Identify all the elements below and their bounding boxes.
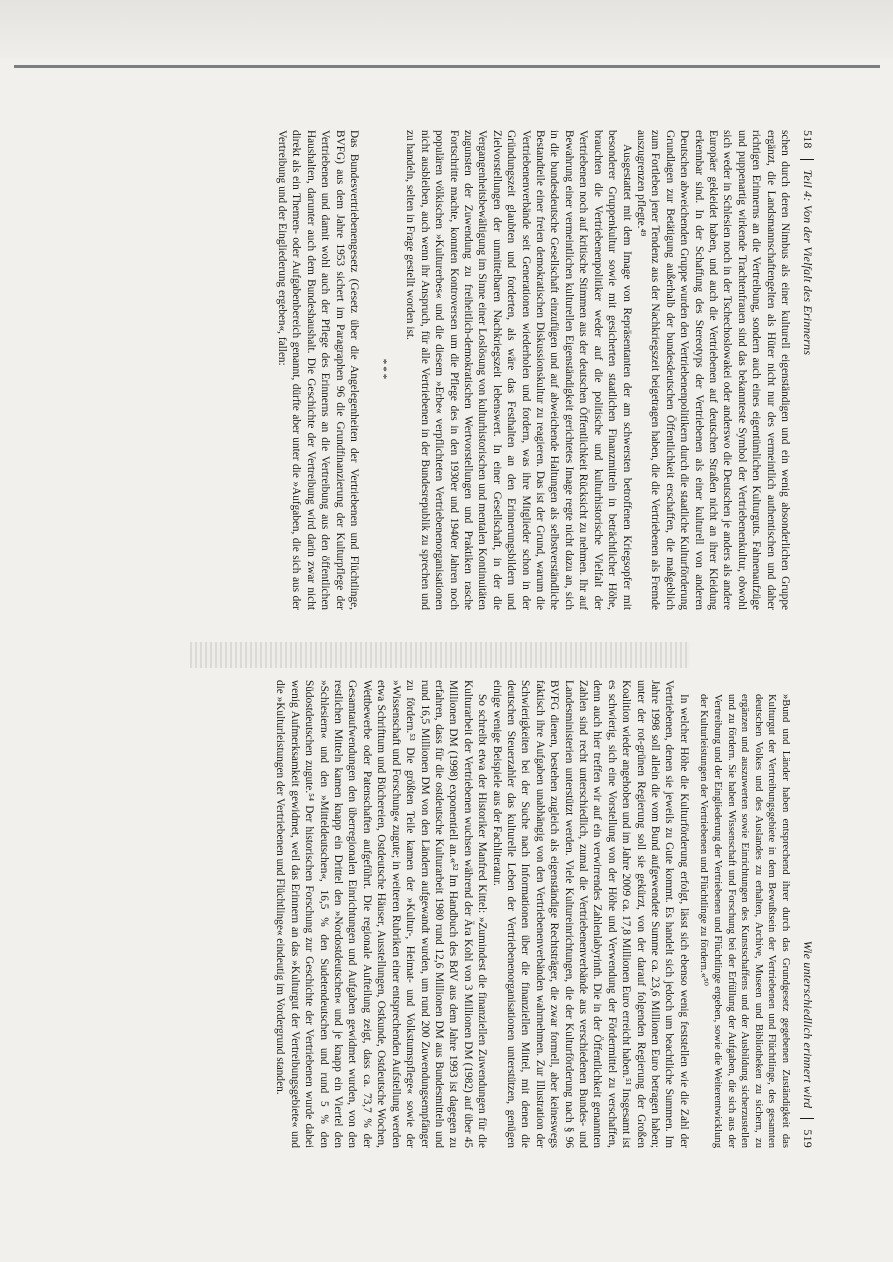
section-ornament: *** [377, 358, 390, 382]
left-running-head [800, 130, 815, 610]
left-page [155, 130, 815, 610]
paragraph: Ausgestattet mit dem Image von Repräsentanten der am schwersten betroffenen Kriegsopfer mit besonderer Gruppenkultur sowie mit gesicherten staatlichen Finanzmitteln in beträchtlicher Höhe, brauchten die Vertriebenenpolitiker weder auf die politische und kulturhistorische Vielfalt der Vertriebenen noch auf kritische Stimmen aus der deutschen Öffentlichkeit Rücksicht zu nehmen. Ihr auf Bewahrung einer vermeintlichen kulturellen Eigenständigkeit gerichtetes Image regte nicht dazu an, sich in die bundesdeutsche Gesellschaft einzufügen und auf abweichende Haltungen als selbstverständliche Bestandteile einer freien demokratischen Diskussionskultur zu reagieren. Das ist der Grund, warum die Vertriebenenverbände seit Generationen wiederholen und fordern, was ihre Mitglieder schon in der Gründungszeit glaubten und forderten, als wäre das Festhalten an den Erinnerungsbildern und Zielvorstellungen der unmittelbaren Nachkriegszeit lebenswert. In einer Gesellschaft, in der die Vergangenheitsbewältigung im Sinne einer Loslösung von kulturhistorischen und mentalen Kontinuitäten zugunsten der Zuwendung zu freiheitlich-demokratischen Wertvorstellungen und Praktiken rasche Fortschritte machte, konnten Kontroversen um die Pflege des in den 1930er und 1940er Jahren noch populären völkischen »Kulturerbes« und die diesem »Erbe« verpflichteten Vertriebenenorganisationen nicht ausbleiben, auch wenn ihr Anspruch, für alle Vertriebenen in der Bundesrepublik zu sprechen und zu handeln, selten in Frage gestellt worden ist. [404, 130, 633, 610]
right-running-head [800, 680, 815, 1148]
block-quote: »Bund und Länder haben entsprechend ihrer durch das Grundgesetz gegebenen Zuständigkeit das Kulturgut der Vertreibungsgebiete in dem Bewußtsein der Vertriebenen und Flüchtlinge, des gesamten deutschen Volkes und des Auslandes zu erhalten, Archive, Museen und Bibliotheken zu sichern, zu ergänzen und auszuwerten sowie Einrichtungen des Kunstschaffens und der Ausbildung sicherzustellen und zu fördern. Sie haben Wissenschaft und Forschung bei der Erfüllung der Aufgaben, die sich aus der Vertreibung und der Eingliederung der Vertriebenen und Flüchtlinge ergeben, sowie die Weiterentwicklung der Kulturleistungen der Vertriebenen und Flüchtlinge zu fördern.«⁵⁰ [698, 694, 791, 1148]
page-number-left: 518 [801, 130, 815, 149]
paragraph: Das Bundesvertriebenengesetz (Gesetz über die Angelegenheiten der Vertriebenen und Flüchtlinge, BVFG) aus dem Jahre 1953 sichert im Paragraphen 96 die Grundfinanzierung der Kulturpflege der Vertriebenen und damit wohl auch der Pflege des Erinnerns an die Vertreibung aus den öffentlichen Haushalten, darunter auch dem Bundeshaushalt. Die Geschichte der Vertreibung wird darin zwar nicht direkt als ein Themen- oder Aufgabenbereich genannt, dürfte aber unter die »Aufgaben, die sich aus der Vertreibung und der Eingliederung ergeben«, fallen: [276, 130, 361, 610]
paragraph: schen durch deren Nimbus als einer kulturell eigenständigen und ein wenig absonderlichen Gruppe ergänzt, die Landsmannschaftengelten als Hüter nicht nur des vermeintlich authentischen und daher richtigen Erinnerns an die Vertreibung, sondern auch eines eigentümlichen Kulturguts. Fahnenaufzüge und puppenartig wirkende Trachtenfrauen sind das bekannteste Symbol der Vertriebenenkultur, obwohl sich weder in Schlesien noch in der Tschechoslowakei oder anderswo die Deutschen je anders als andere Europäer gekleidet haben, und auch die Vertriebenen auf deutschen Straßen nicht an ihrer Kleidung erkennbar sind. In der Schaffung des Stereotyps der Vertriebenen als einer kulturell von anderen Deutschen abweichenden Gruppe wurden den Vertriebenenpolitikern durch die staatliche Kulturförderung Grundlagen zur Betätigung außerhalb der bundesdeutschen Öffentlichkeit erschaffen, die maßgeblich zum Fortleben jener Tendenz aus der Nachkriegszeit beigetragen haben, die die Vertriebenen als Fremde auszugrenzen pflegte.⁴⁹ [634, 130, 791, 610]
folio-divider [801, 159, 815, 160]
paragraph: In welcher Höhe die Kulturförderung erfolgt, lässt sich ebenso wenig feststellen wie die Zahl der Vertriebenen, denen sie jeweils zu Gute kommt. Es handelt sich jedoch um beachtliche Summen. Im Jahre 1998 soll allein die vom Bund aufgewendete Summe ca. 23,6 Millionen Euro betragen haben; unter der rot-grünen Regierung soll sie gekürzt, von der darauf folgenden Regierung der Großen Koalition wieder angehoben und im Jahre 2009 ca. 17,8 Millionen Euro erreicht haben.⁵¹ Insgesamt ist es schwierig, sich eine Vorstellung von der Höhe und Verwendung der Fördermittel zu verschaffen, denn auch hier treffen wir auf ein verwirrendes Zahlenlabyrinth. Die in der Öffentlichkeit genannten Zahlen sind recht unterschiedlich, zumal die Vertriebenenverbände aus verschiedenen Bundes- und Landesministerien unterstützt werden. Viele Kultureinrichtungen, die der Kulturförderung nach § 96 BVFG dienen, bestehen zugleich als eigenständige Rechtsträger, die zwar formell, aber keineswegs faktisch ihre Aufgaben unabhängig von den Vertriebenenverbänden wahrnehmen. Zur Illustration der Schwierigkeiten bei der Suche nach Informationen über die finanziellen Mittel, mit denen die deutschen Steuerzahler das kulturelle Leben der Vertriebenenorganisationen unterstützen, genügen einige wenige Beispiele aus der Fachliteratur. [490, 680, 690, 1148]
paragraph: So schreibt etwa der Historiker Manfred Kittel: »Zumindest die finanziellen Zuwendungen für die Kulturarbeit der Vertriebenen wuchsen während der Ära Kohl von 3 Millionen DM (1982) auf über 45 Millionen DM (1998) exponentiell an.«⁵² Im Handbuch des BdV aus dem Jahre 1993 ist dagegen zu erfahren, dass für die ostdeutsche Kulturarbeit 1980 rund 12,6 Millionen DM aus Bundesmitteln und rund 16,5 Millionen DM von den Ländern aufgewandt wurden, um rund 200 Zuwendungsempfänger zu fördern.⁵³ Die größten Teile kamen der »Kultur-, Heimat- und Volkstumspflege« sowie der »Wissenschaft und Forschung« zugute; in weiteren Rubriken einer entsprechenden Aufstellung werden etwa Schrifttum und Büchereien, Ostdeutsche Häuser, Ausstellungen, Ostkunde, Ostdeutsche Wochen, Wettbewerbe oder Patenschaften aufgeführt. Die regionale Aufteilung zeigt, dass ca. 73,7 % der Gesamtaufwendungen den überregionalen Einrichtungen und Aufgaben gewidmet wurden, von den restlichen Mitteln kamen knapp ein Drittel den »Nordostdeutschen« und je knapp ein Viertel den »Schlesiern« und den »Mitteldeutschen«, 16,5 % den Sudetendeutschen und rund 5 % den Südostdeutschen zugute.⁵⁴ Der historischen Forschung zur Geschichte der Vertriebenen wurde dabei wenig Aufmerksamkeit gewidmet, weil das Erinnern an das »Kulturgut der Vertreibungsgebiete« und die »Kulturleistungen der Vertriebenen und Flüchtlinge« eindeutig im Vordergrund standen. [274, 680, 489, 1148]
left-running-title: Teil 4: Von der Vielfalt des Erinnerns [801, 169, 815, 356]
folio-divider [801, 1118, 815, 1119]
right-page [155, 680, 815, 1148]
page-number-right: 519 [801, 1129, 815, 1148]
right-running-title: Wie unterschiedlich erinnert wird [801, 940, 815, 1109]
